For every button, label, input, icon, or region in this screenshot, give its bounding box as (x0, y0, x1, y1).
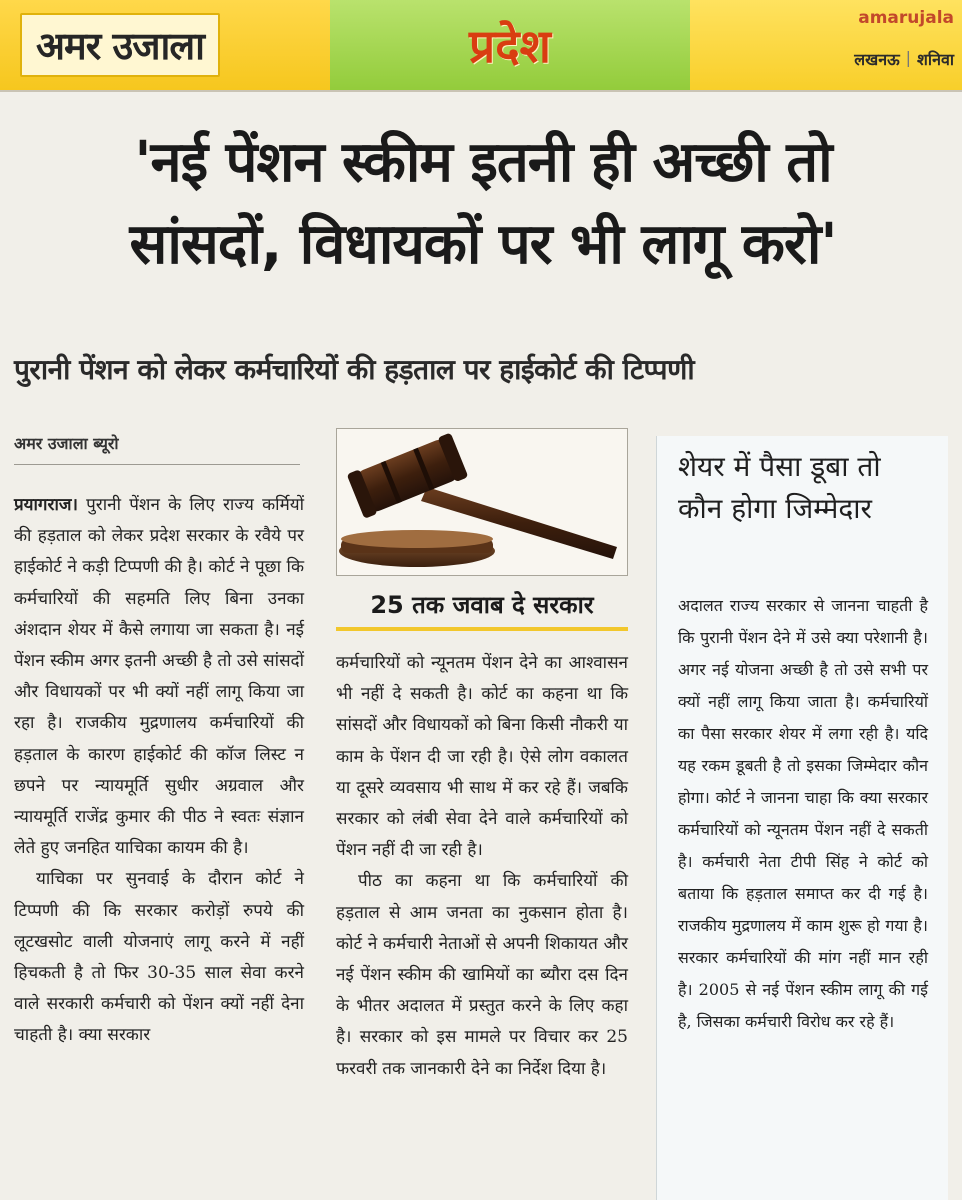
article-column-2 (336, 648, 628, 1085)
headline (18, 122, 948, 286)
sidebar-column (678, 590, 928, 1038)
masthead-logo-panel (0, 0, 330, 90)
column-2-paragraph-2: पीठ का कहना था कि कर्मचारियों की हड़ताल से आम जनता का नुकसान होता है। कोर्ट ने कर्मचारी नेताओं से अपनी शिकायत और नई पेंशन स्कीम की खामियों का ब्यौरा दस दिन के भीतर अदालत में प्रस्तुत करने के लिए कहा है। सरकार को इस मामले पर विचार कर 25 फरवरी तक जानकारी देने का निर्देश दिया है। (336, 871, 628, 1079)
section-title: प्रदेश (469, 19, 551, 73)
sidebar-heading: शेयर में पैसा डूबा तो कौन होगा जिम्मेदार (678, 450, 881, 525)
byline: अमर उजाला ब्यूरो (14, 432, 300, 465)
column-2-heading: 25 तक जवाब दे सरकार (336, 588, 628, 631)
subheadline: पुरानी पेंशन को लेकर कर्मचारियों की हड़ताल पर हाईकोर्ट की टिप्पणी (14, 353, 695, 386)
edition-day: शनिवा (917, 50, 954, 69)
newspaper-logo: अमर उजाला (36, 23, 204, 68)
edition-separator: | (905, 48, 912, 67)
edition-city: लखनऊ (854, 50, 900, 69)
logo-box (20, 13, 220, 77)
article-column-1 (14, 490, 304, 1052)
headline-line-1: 'नई पेंशन स्कीम इतनी ही अच्छी तो (134, 130, 832, 195)
column-1-paragraph-2: याचिका पर सुनवाई के दौरान कोर्ट ने टिप्पणी की कि सरकार करोड़ों रुपये की लूटखसोट वाली योजनाएं लागू करने में नहीं हिचकती है तो फिर 30-35 साल सेवा करने वाले सरकारी कर्मचारी को पेंशन क्यों नहीं देना चाहती है। क्या सरकार (14, 869, 304, 1046)
headline-line-2: सांसदों, विधायकों पर भी लागू करो' (129, 212, 837, 277)
column-2-paragraph-1: कर्मचारियों को न्यूनतम पेंशन देने का आश्वासन भी नहीं दे सकती है। कोर्ट का कहना था कि सांसदों और विधायकों को बिना किसी नौकरी या काम के पेंशन दी जा रही है। ऐसे लोग वकालत या दूसरे व्यवसाय भी साथ में कर रहे हैं। जबकि सरकार को लंबी सेवा देने वाले कर्मचारियों को पेंशन नहीं दी जा रही है। (336, 653, 628, 861)
section-panel (330, 0, 690, 90)
gavel-image (336, 428, 628, 576)
sidebar-paragraph: अदालत राज्य सरकार से जानना चाहती है कि पुरानी पेंशन देने में उसे क्या परेशानी है। अगर नई योजना अच्छी है तो उसे सभी पर क्यों नहीं लागू किया जाता है। कर्मचारियों का पैसा सरकार शेयर में लगा रही है। यदि यह रकम डूबती है तो इसका जिम्मेदार कौन होगा। कोर्ट ने जानना चाहा कि क्या सरकार कर्मचारियों को न्यूनतम पेंशन नहीं दे सकती है। कर्मचारी नेता टीपी सिंह ने कोर्ट को बताया कि हड़ताल समाप्त कर दी गई है। राजकीय मुद्रणालय में काम शुरू हो गया है। सरकार कर्मचारियों की मांग नहीं मान रही है। 2005 से नई पेंशन स्कीम लागू की गई है, जिसका कर्मचारी विरोध कर रहे हैं। (678, 596, 928, 1031)
column-1-text-1: पुरानी पेंशन के लिए राज्य कर्मियों की हड़ताल को लेकर प्रदेश सरकार के रवैये पर हाईकोर्ट ने कड़ी टिप्पणी की है। कोर्ट ने पूछा कि कर्मचारियों की सहमति लिए बिना उनका अंशदान शेयर में कैसे लगाया जा सकता है। नई पेंशन स्कीम अगर इतनी अच्छी है तो उसे सांसदों और विधायकों पर भी क्यों नहीं लागू किया जा रहा है। राजकीय मुद्रणालय कर्मचारियों की हड़ताल के कारण हाईकोर्ट की कॉज लिस्ट न छपने पर न्यायमूर्ति सुधीर अग्रवाल और न्यायमूर्ति राजेंद्र कुमार की पीठ ने स्वतः संज्ञान लेते हुए जनहित याचिका कायम की है। (14, 495, 304, 859)
masthead (0, 0, 962, 92)
site-name: amarujala (858, 8, 954, 28)
masthead-meta-panel (690, 0, 962, 90)
edition-info (854, 48, 954, 70)
gavel-icon (337, 429, 628, 576)
column-1-paragraph-1 (14, 490, 304, 864)
dateline: प्रयागराज। (14, 495, 78, 515)
